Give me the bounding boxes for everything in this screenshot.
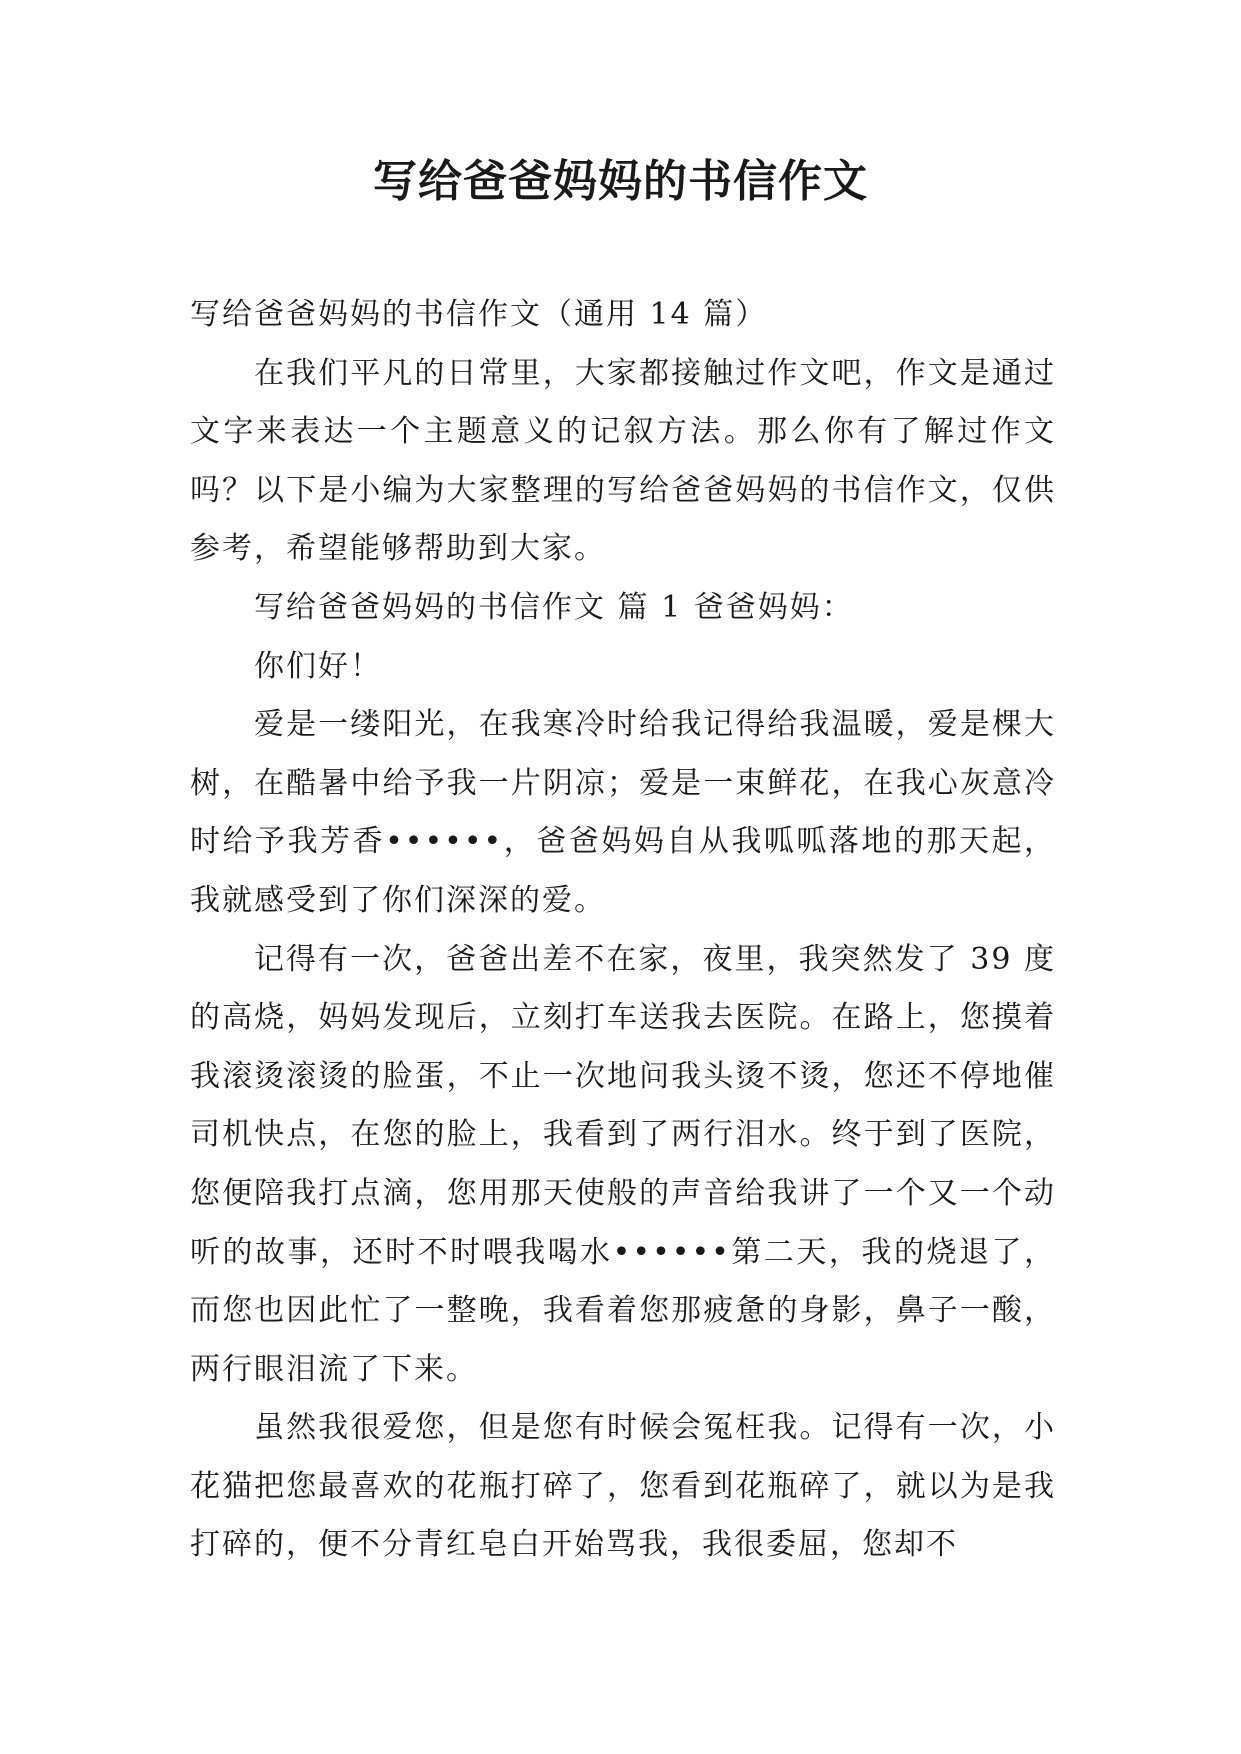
paragraph-love: 爱是一缕阳光，在我寒冷时给我记得给我温暖，爱是棵大树，在酷暑中给予我一片阴凉；爱是一束鲜花，在我心灰意冷时给予我芳香••••••，爸爸妈妈自从我呱呱落地的那天起，我就感受到了你们深深的爱。 — [190, 707, 1056, 918]
paragraph-greeting: 你们好！ — [254, 648, 382, 684]
document-subtitle: 写给爸爸妈妈的书信作文（通用 14 篇） — [190, 297, 768, 332]
paragraph-intro: 在我们平凡的日常里，大家都接触过作文吧，作文是通过文字来表达一个主题意义的记叙方法。那么你有了解过作文吗？以下是小编为大家整理的写给爸爸妈妈的书信作文，仅供参考，希望能够帮助到大家。 — [190, 355, 1056, 567]
document-title: 写给爸爸妈妈的书信作文 — [373, 156, 868, 207]
paragraph-fever-story: 记得有一次，爸爸出差不在家，夜里，我突然发了 39 度的高烧，妈妈发现后，立刻打车送我去医院。在路上，您摸着我滚烫滚烫的脸蛋，不止一次地问我头烫不烫，您还不停地催司机快点，在您的脸上，我看到了两行泪水。终于到了医院，您便陪我打点滴，您用那天使般的声音给我讲了一个又一个动听的故事，还时不时喂我喝水••••••第二天，我的烧退了，而您也因此忙了一整晚，我看着您那疲惫的身影，鼻子一酸，两行眼泪流了下来。 — [190, 941, 1056, 1387]
paragraph-letter-heading: 写给爸爸妈妈的书信作文 篇 1 爸爸妈妈： — [254, 589, 854, 625]
paragraph-vase-story: 虽然我很爱您，但是您有时候会冤枉我。记得有一次，小花猫把您最喜欢的花瓶打碎了，您看到花瓶碎了，就以为是我打碎的，便不分青红皂白开始骂我，我很委屈，您却不 — [190, 1410, 1056, 1563]
document-body — [190, 286, 1056, 1575]
